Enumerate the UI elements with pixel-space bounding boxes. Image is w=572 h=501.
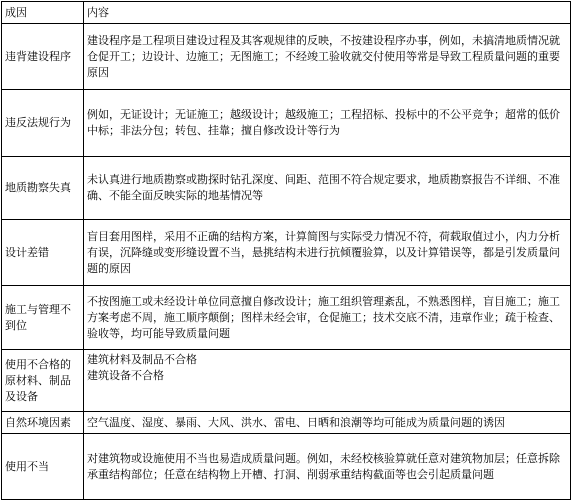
table-row [2,157,571,220]
cause-cell: 施工与管理不到位 [2,286,84,350]
content-cell: 不按图施工或未经设计单位同意擅自修改设计；施工组织管理紊乱，不熟悉图样，盲目施工；施工方案考虑不周，施工顺序颠倒；图样未经会审，仓促施工；技术交底不清，违章作业；疏于检查、验收等，均可能导致质量问题 [84,286,571,350]
table-row [2,434,571,500]
content-cell: 建设程序是工程项目建设过程及其客观规律的反映，不按建设程序办事，例如，未搞清地质情况就仓促开工；边设计、边施工；无图施工；不经竣工验收就交付使用等常是导致工程质量问题的重要原因 [84,24,571,90]
content-cell: 空气温度、湿度、暴雨、大风、洪水、雷电、日晒和浪潮等均可能成为质量问题的诱因 [84,412,571,434]
content-cell: 例如，无证设计；无证施工；越级设计；越级施工；工程招标、投标中的不公平竞争；超常的低价中标；非法分包；转包、挂靠；擅自修改设计等行为 [84,90,571,157]
cause-cell: 使用不当 [2,434,84,500]
table-row [2,90,571,157]
table-row [2,350,571,412]
table-row [2,24,571,90]
cause-cell: 自然环境因素 [2,412,84,434]
quality-causes-table [1,1,571,500]
table-header-row [2,2,571,24]
header-content: 内容 [84,2,571,24]
cause-cell: 使用不合格的原材料、制品及设备 [2,350,84,412]
cause-cell: 设计差错 [2,220,84,286]
content-line: 建筑材料及制品不合格 [87,353,197,366]
content-cell: 对建筑物或设施使用不当也易造成质量问题。例如，未经校核验算就任意对建筑物加层；任意拆除承重结构部位；任意在结构物上开槽、打洞、削弱承重结构截面等也会引起质量问题 [84,434,571,500]
cause-cell: 违背建设程序 [2,24,84,90]
content-line: 建筑设备不合格 [87,369,164,382]
cause-cell: 地质勘察失真 [2,157,84,220]
content-cell [84,350,571,412]
content-cell: 盲目套用图样，采用不正确的结构方案，计算简图与实际受力情况不符，荷载取值过小，内力分析有误，沉降缝或变形缝设置不当，悬挑结构未进行抗倾覆验算，以及计算错误等，都是引发质量问题的原因 [84,220,571,286]
cause-cell: 违反法规行为 [2,90,84,157]
header-cause: 成因 [2,2,84,24]
content-cell: 未认真进行地质勘察或勘探时钻孔深度、间距、范围不符合规定要求，地质勘察报告不详细、不准确、不能全面反映实际的地基情况等 [84,157,571,220]
table-row [2,286,571,350]
table-row [2,220,571,286]
table-row [2,412,571,434]
